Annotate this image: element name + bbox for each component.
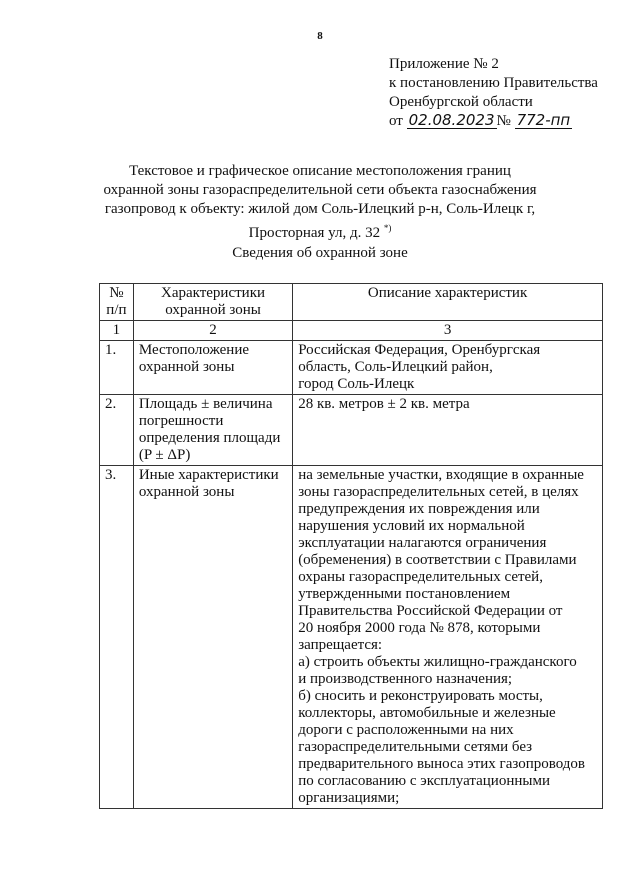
description-line: зоны газораспределительных сетей, в целях xyxy=(298,484,579,500)
description-line: запрещается: xyxy=(298,637,383,653)
description-line: Российская Федерация, Оренбургская xyxy=(298,342,541,358)
table-index-row xyxy=(100,321,603,341)
table-row xyxy=(100,395,603,466)
row-number: 1. xyxy=(100,341,134,395)
characteristic-line: (P ± ΔP) xyxy=(138,447,191,463)
header-characteristics xyxy=(133,284,292,321)
description-line: область, Соль-Илецкий район, xyxy=(298,359,493,375)
description-line: город Соль-Илецк xyxy=(298,376,415,392)
description-line: 20 ноября 2000 года № 878, которыми xyxy=(298,620,541,636)
description-line: организациями; xyxy=(298,790,400,806)
characteristic-line: охранной зоны xyxy=(138,484,235,500)
characteristic-line: Площадь ± величина xyxy=(138,396,273,412)
header-characteristics-line2: охранной зоны xyxy=(165,302,261,318)
description-line: на земельные участки, входящие в охранные xyxy=(298,467,584,483)
footnote-mark: *) xyxy=(383,223,392,233)
index-cell: 2 xyxy=(133,321,292,341)
appendix-title: Приложение № 2 xyxy=(389,56,499,72)
characteristic-line: охранной зоны xyxy=(138,359,235,375)
address-text: Просторная ул, д. 32 xyxy=(248,225,381,241)
description-line: утвержденными постановлением xyxy=(298,586,511,602)
description-line: охраны газораспределительных сетей, xyxy=(298,569,543,585)
description-line: а) строить объекты жилищно-гражданского xyxy=(298,654,577,670)
characteristic-line: Иные характеристики xyxy=(138,467,279,483)
row-number: 3. xyxy=(100,466,134,809)
characteristic-line: Местоположение xyxy=(138,342,250,358)
index-cell: 1 xyxy=(100,321,134,341)
table-header-row xyxy=(100,284,603,321)
characteristic-line: погрешности xyxy=(138,413,224,429)
header-number-symbol: № xyxy=(109,285,124,301)
description-line: нарушения условий их нормальной xyxy=(298,518,525,534)
row-description xyxy=(293,341,603,395)
description-line: предварительного выноса этих газопроводов xyxy=(298,756,585,772)
title-line-3: газопровод к объекту: жилой дом Соль-Илецкий р-н, Соль-Илецк г, xyxy=(104,201,536,217)
row-number: 2. xyxy=(100,395,134,466)
appendix-decree: к постановлению Правительства xyxy=(389,75,598,91)
description-line: газораспределительными сетями без xyxy=(298,739,533,755)
date-prefix: от xyxy=(389,113,403,129)
index-cell: 3 xyxy=(293,321,603,341)
table-row xyxy=(100,341,603,395)
section-title: Сведения об охранной зоне xyxy=(232,245,408,261)
appendix-region: Оренбургской области xyxy=(389,94,533,110)
row-characteristic xyxy=(133,341,292,395)
header-description: Описание характеристик xyxy=(293,284,603,321)
page-number: 8 xyxy=(317,30,323,42)
description-line: по согласованию с эксплуатационными xyxy=(298,773,550,789)
title-line-4 xyxy=(0,219,640,243)
row-characteristic xyxy=(133,466,292,809)
characteristic-line: определения площади xyxy=(138,430,281,446)
description-line: (обременения) в соответствии с Правилами xyxy=(298,552,577,568)
title-line-2: охранной зоны газораспределительной сети объекта газоснабжения xyxy=(103,182,537,198)
description-line: коллекторы, автомобильные и железные xyxy=(298,705,556,721)
description-line: дороги с расположенными на них xyxy=(298,722,514,738)
header-characteristics-line1: Характеристики xyxy=(160,285,266,301)
title-line-1: Текстовое и графическое описание местоположения границ xyxy=(129,163,511,179)
zone-info-table xyxy=(99,283,603,809)
row-description xyxy=(293,395,603,466)
description-line: б) сносить и реконструировать мосты, xyxy=(298,688,543,704)
description-line: 28 кв. метров ± 2 кв. метра xyxy=(298,396,470,412)
table-row xyxy=(100,466,603,809)
description-line: предупреждения их повреждения или xyxy=(298,501,540,517)
header-number xyxy=(100,284,134,321)
description-line: эксплуатации налагаются ограничения xyxy=(298,535,547,551)
document-title xyxy=(0,162,640,243)
description-line: Правительства Российской Федерации от xyxy=(298,603,563,619)
appendix-date-line xyxy=(389,112,598,131)
row-characteristic xyxy=(133,395,292,466)
row-description xyxy=(293,466,603,809)
appendix-block xyxy=(389,55,598,131)
handwritten-date: 02.08.2023 xyxy=(408,111,495,129)
number-prefix: № xyxy=(496,113,511,129)
description-line: и производственного назначения; xyxy=(298,671,513,687)
header-number-abbr: п/п xyxy=(106,302,127,318)
handwritten-number: 772-пп xyxy=(516,111,571,129)
